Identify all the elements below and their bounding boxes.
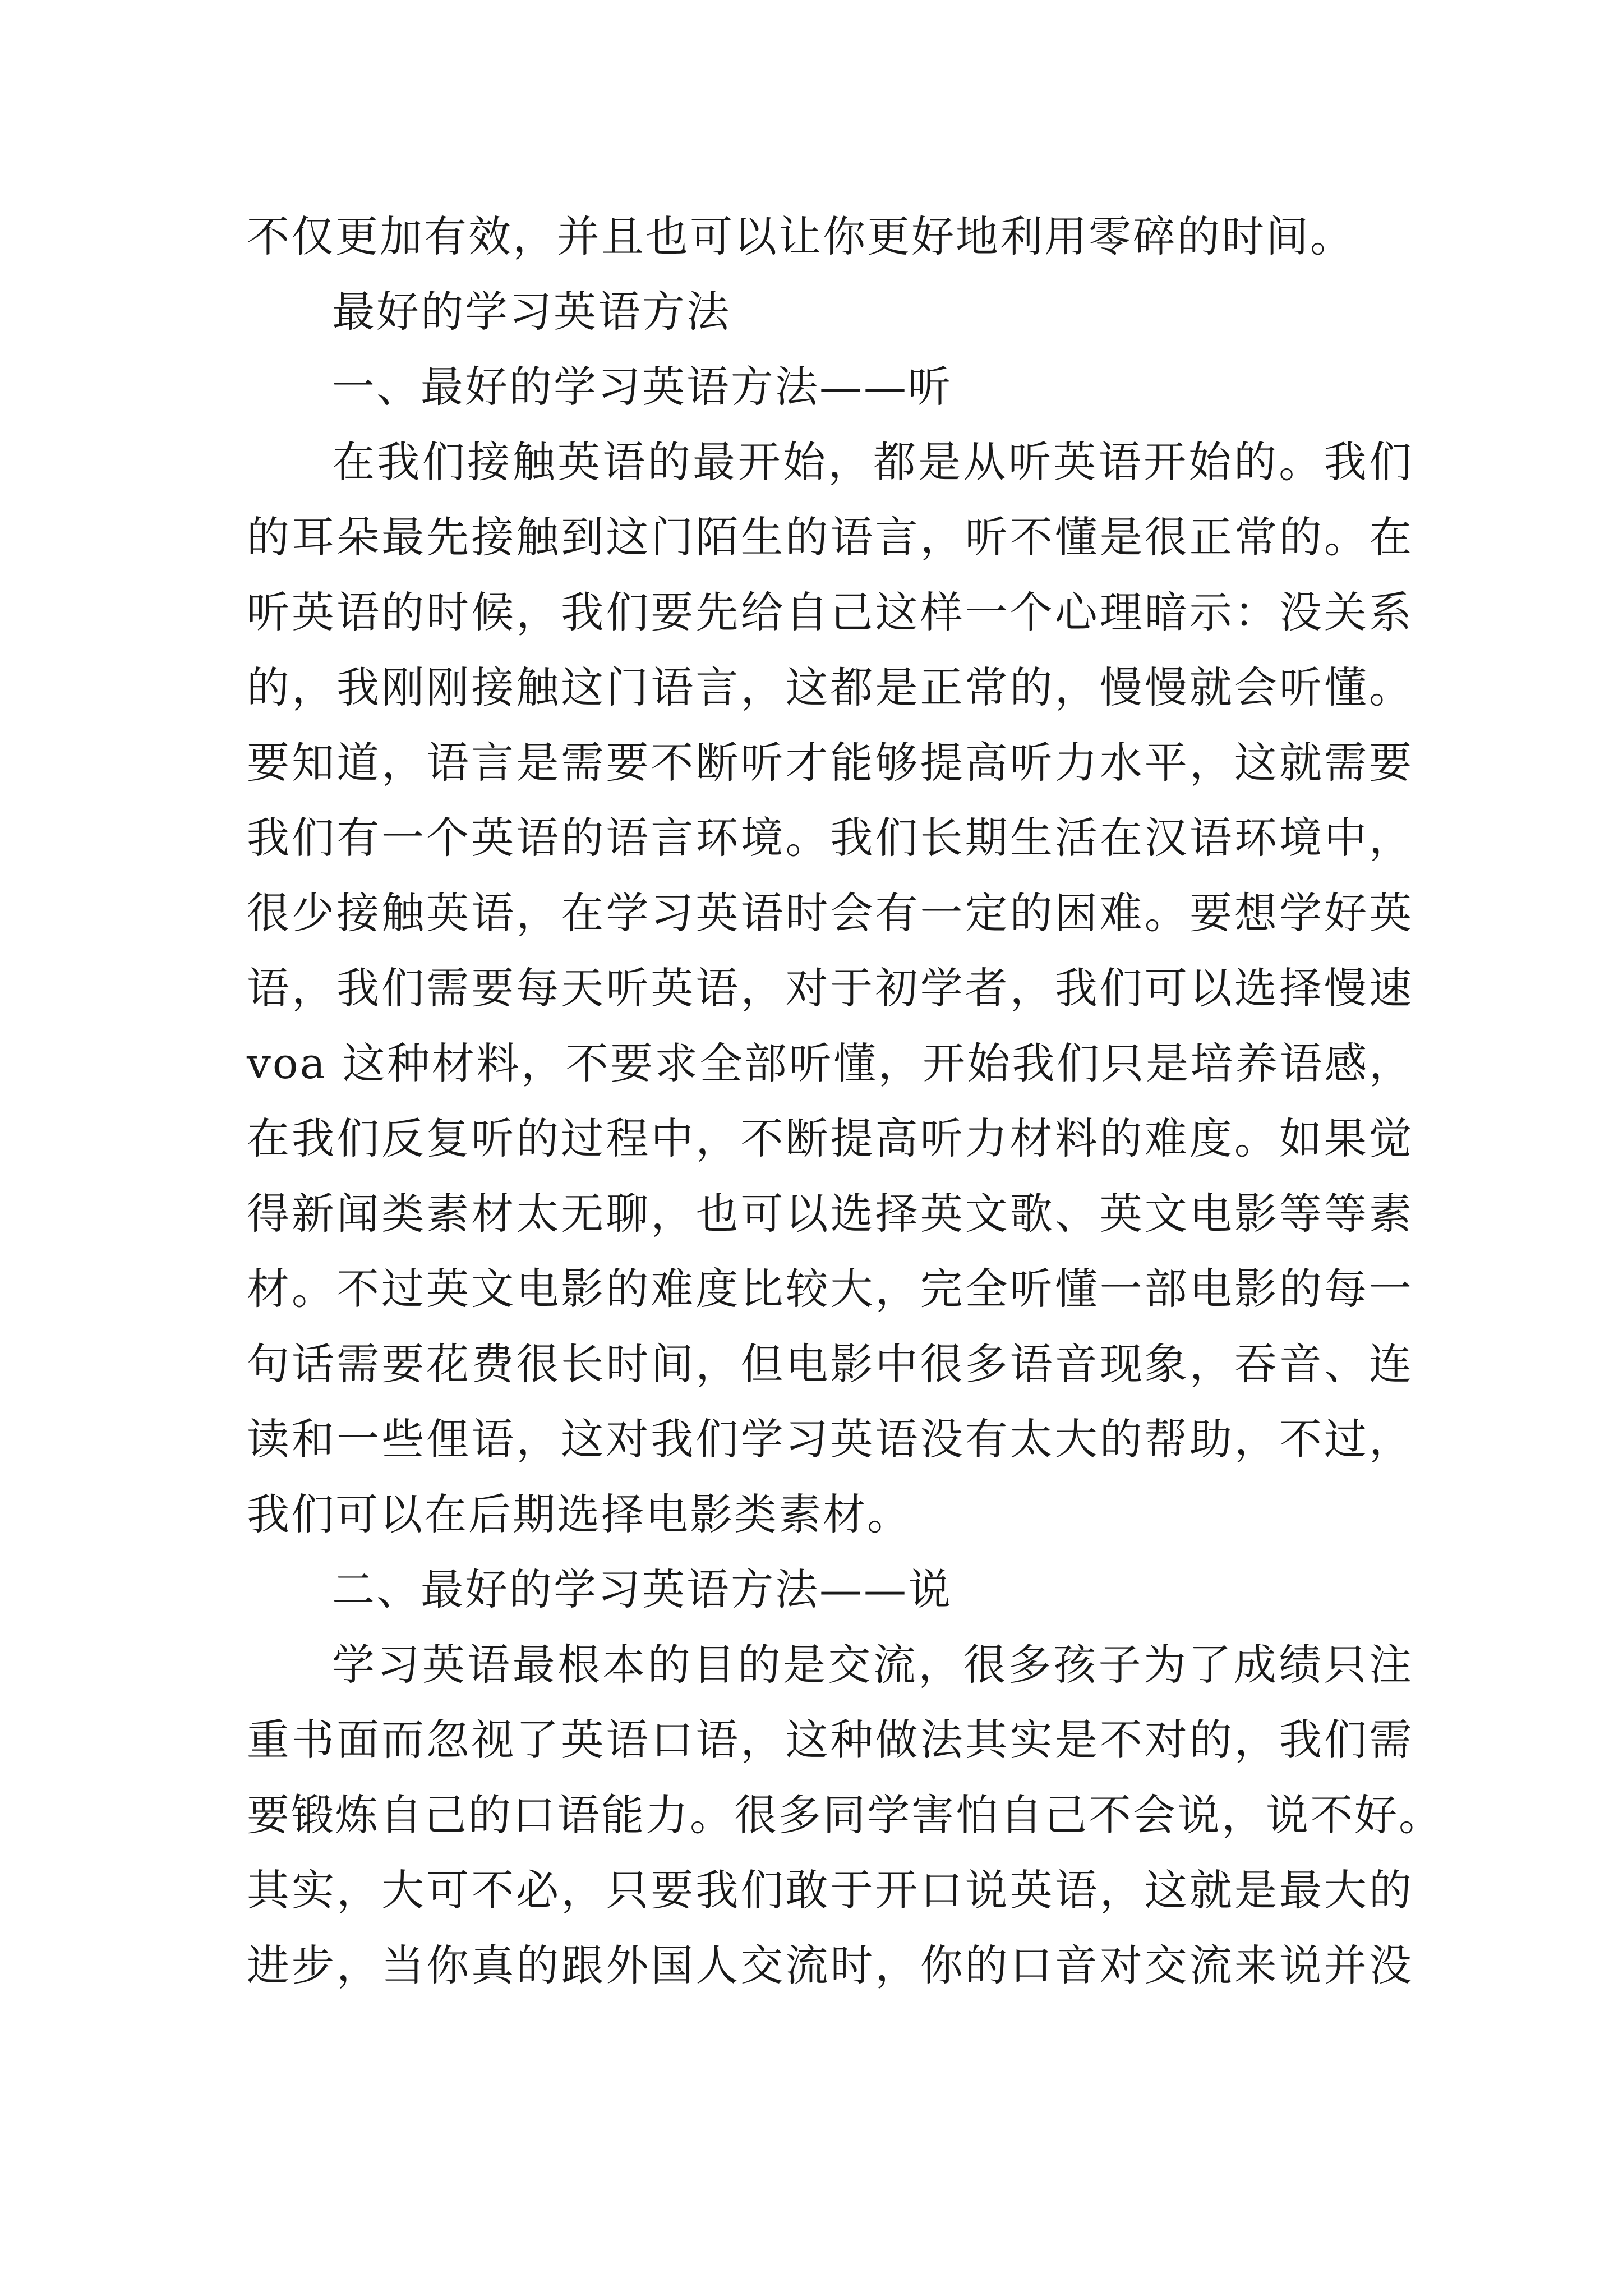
paragraph-first-line: 学习英语最根本的目的是交流，很多孩子为了成绩只注 (332, 1640, 1413, 1690)
text-line: 重书面而忽视了英语口语，这种做法其实是不对的，我们需 (247, 1715, 1413, 1765)
section-heading: 二、最好的学习英语方法——说 (332, 1565, 952, 1614)
paragraph-first-line: 在我们接触英语的最开始，都是从听英语开始的。我们 (332, 437, 1413, 487)
text-line: 的，我刚刚接触这门语言，这都是正常的，慢慢就会听懂。 (247, 662, 1413, 712)
text-line: voa 这种材料，不要求全部听懂，开始我们只是培养语感， (247, 1038, 1413, 1088)
text-line: 进步，当你真的跟外国人交流时，你的口音对交流来说并没 (247, 1940, 1413, 1990)
text-line: 的耳朵最先接触到这门陌生的语言，听不懂是很正常的。在 (247, 512, 1413, 562)
text-line: 在我们反复听的过程中，不断提高听力材料的难度。如果觉 (247, 1114, 1413, 1163)
text-line: 句话需要花费很长时间，但电影中很多语音现象，吞音、连 (247, 1339, 1413, 1389)
text-line: 不仅更加有效，并且也可以让你更好地利用零碎的时间。 (247, 211, 1354, 261)
text-line: 语，我们需要每天听英语，对于初学者，我们可以选择慢速 (247, 963, 1413, 1013)
text-line: 要知道，语言是需要不断听才能够提高听力水平，这就需要 (247, 738, 1413, 788)
section-heading: 最好的学习英语方法 (332, 287, 731, 337)
text-line: 得新闻类素材太无聊，也可以选择英文歌、英文电影等等素 (247, 1189, 1413, 1239)
text-line: 我们可以在后期选择电影类素材。 (247, 1489, 911, 1539)
text-line: 很少接触英语，在学习英语时会有一定的困难。要想学好英 (247, 888, 1413, 938)
text-line: 我们有一个英语的语言环境。我们长期生活在汉语环境中， (247, 813, 1413, 863)
section-heading: 一、最好的学习英语方法——听 (332, 362, 952, 412)
text-line: 听英语的时候，我们要先给自己这样一个心理暗示：没关系 (247, 587, 1413, 637)
text-line: 其实，大可不必，只要我们敢于开口说英语，这就是最大的 (247, 1865, 1413, 1915)
text-line: 读和一些俚语，这对我们学习英语没有太大的帮助，不过， (247, 1414, 1413, 1464)
text-line: 材。不过英文电影的难度比较大，完全听懂一部电影的每一 (247, 1264, 1413, 1314)
text-line: 要锻炼自己的口语能力。很多同学害怕自己不会说，说不好。 (247, 1790, 1443, 1840)
